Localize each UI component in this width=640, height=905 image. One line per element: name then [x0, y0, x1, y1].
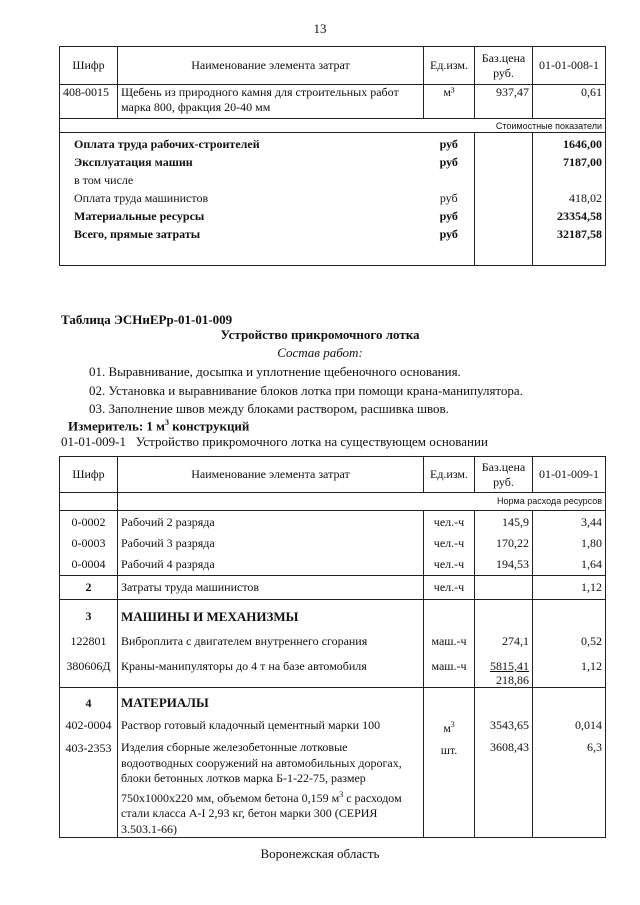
row-value: 6,3: [587, 740, 602, 754]
cost-unit: руб: [439, 227, 458, 241]
row-code: 122801: [70, 634, 107, 648]
row-unit: м³: [424, 85, 475, 119]
row-name: Щебень из природного камня для строительных работ марка 800, фракция 20-40 мм: [118, 85, 424, 119]
row-price: 194,53: [475, 554, 533, 576]
row-name: Краны-манипуляторы до 4 т на базе автомобиля: [121, 659, 367, 673]
machines-group: [60, 600, 606, 688]
group-code: 3: [85, 609, 92, 623]
row-code: 403-2353: [65, 741, 112, 755]
row-price: 145,9: [475, 511, 533, 533]
header-price: Баз.цена руб.: [475, 47, 533, 85]
cost-name: Оплата труда рабочих-строителей: [74, 137, 260, 151]
group-title: МАШИНЫ И МЕХАНИЗМЫ: [121, 609, 299, 624]
row-unit: маш.-ч: [431, 634, 467, 648]
work-item: 03. Заполнение швов между блоками раствором, расшивка швов.: [89, 401, 449, 416]
table-row: [60, 85, 606, 119]
row-value: 0,52: [581, 634, 602, 648]
cost-unit: руб: [439, 191, 458, 205]
row-value: 1,64: [533, 554, 606, 576]
section-label: Норма расхода ресурсов: [118, 493, 606, 511]
group-title: МАТЕРИАЛЫ: [121, 695, 209, 710]
row-value: 3,44: [533, 511, 606, 533]
header-price: Баз.цена руб.: [475, 457, 533, 493]
header-ref: 01-01-009-1: [533, 457, 606, 493]
costs-price-empty: [475, 133, 533, 266]
cost-name: Материальные ресурсы: [74, 209, 205, 223]
header-unit: Ед.изм.: [424, 457, 475, 493]
costs-names: [60, 133, 424, 266]
cost-unit: руб: [439, 209, 458, 223]
works-list: [89, 363, 523, 419]
row-price-secondary: 218,86: [496, 673, 529, 687]
cost-name: в том числе: [74, 173, 134, 187]
header-code: Шифр: [60, 47, 118, 85]
row-unit: маш.-ч: [431, 659, 467, 673]
row-price: 274,1: [502, 634, 529, 648]
cost-table-1: [59, 46, 606, 266]
materials-group: [60, 688, 606, 838]
header-name: Наименование элемента затрат: [118, 47, 424, 85]
row-value: 1,80: [533, 533, 606, 554]
page-number: 13: [313, 21, 327, 36]
cost-name: Всего, прямые затраты: [74, 227, 201, 241]
header-name: Наименование элемента затрат: [118, 457, 424, 493]
cost-value: 23354,58: [557, 209, 602, 223]
row-name: Рабочий 3 разряда: [118, 533, 424, 554]
code-line: 01-01-009-1 Устройство прикромочного лотка на существующем основании: [61, 434, 488, 449]
cost-value: 7187,00: [563, 155, 602, 169]
costs-units: [424, 133, 475, 266]
row-code: 0-0004: [60, 554, 118, 576]
row-unit: чел.-ч: [424, 511, 475, 533]
measure-line: Измеритель: 1 $м^3$ конструкций: [68, 418, 250, 434]
row-unit: чел.-ч: [424, 554, 475, 576]
works-title: Состав работ:: [277, 345, 363, 360]
cost-unit: руб: [439, 137, 458, 151]
row-code: 0-0002: [60, 511, 118, 533]
table-row: [60, 511, 606, 533]
row-price: [475, 576, 533, 600]
row-unit: шт.: [440, 743, 458, 757]
row-name: Рабочий 4 разряда: [118, 554, 424, 576]
row-name: Раствор готовый кладочный цементный марки 100: [121, 718, 381, 732]
cost-name: Оплата труда машинистов: [74, 191, 209, 205]
row-value: 1,12: [533, 576, 606, 600]
row-name: Затраты труда машинистов: [118, 576, 424, 600]
row-value: 1,12: [581, 659, 602, 673]
table-title: Таблица ЭСНиЕРр-01-01-009: [61, 312, 233, 327]
table-row: [60, 554, 606, 576]
row-name: Изделия сборные железобетонные лотковые водоотводных сооружений на автомобильных дорогах, блоки бетонных лотков марка Б-1-22-75, размер 750х1000х220 мм, объемом бетона 0,159 $м^3$ с расходом стали класса А-I 2,93 кг, бетон марки 300 (СЕРИЯ 3.503.1-66): [121, 740, 402, 836]
row-name: Виброплита с двигателем внутреннего сгорания: [121, 634, 368, 648]
table-row: [60, 576, 606, 600]
cost-value: 1646,00: [563, 137, 602, 151]
footer-region: Воронежская область: [260, 846, 380, 861]
header-ref: 01-01-008-1: [533, 47, 606, 85]
header-code: Шифр: [60, 457, 118, 493]
costs-values: [533, 133, 606, 266]
work-item: 01. Выравнивание, досыпка и уплотнение щебеночного основания.: [89, 364, 461, 379]
group-code: 4: [85, 696, 92, 710]
row-price: 937,47: [475, 85, 533, 119]
row-code: 2: [60, 576, 118, 600]
cost-value: 32187,58: [557, 227, 602, 241]
row-unit: чел.-ч: [424, 576, 475, 600]
row-price: 170,22: [475, 533, 533, 554]
cost-name: Эксплуатация машин: [74, 155, 193, 169]
work-item: 02. Установка и выравнивание блоков лотка при помощи крана-манипулятора.: [89, 382, 523, 398]
row-value: 0,61: [533, 85, 606, 119]
row-price: 3608,43: [490, 740, 529, 754]
header-unit: Ед.изм.: [424, 47, 475, 85]
row-price: 3543,65: [490, 718, 529, 732]
cost-value: [536, 171, 602, 189]
row-unit: $м^3$: [443, 720, 455, 735]
resource-table: [59, 456, 606, 838]
row-unit: чел.-ч: [424, 533, 475, 554]
row-code: 408-0015: [60, 85, 118, 119]
row-name: Рабочий 2 разряда: [118, 511, 424, 533]
row-code: 380606Д: [66, 659, 111, 673]
table-row: [60, 533, 606, 554]
section-heading: Устройство прикромочного лотка: [220, 327, 420, 342]
section-label: Стоимостные показатели: [60, 119, 606, 133]
cost-value: 418,02: [569, 191, 602, 205]
row-code: 0-0003: [60, 533, 118, 554]
cost-unit: руб: [439, 155, 458, 169]
cost-unit: [427, 171, 472, 189]
row-code: 402-0004: [65, 718, 112, 732]
row-value: 0,014: [575, 718, 602, 732]
row-price: 5815,41: [490, 659, 529, 673]
